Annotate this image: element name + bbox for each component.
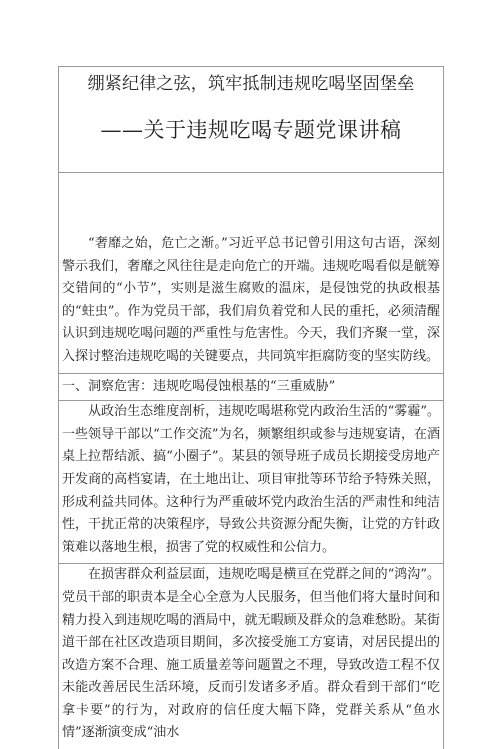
body-paragraph-2: 在损害群众利益层面，违规吃喝是横亘在党群之间的“鸿沟”。党员干部的职责本是全心全意为人民服务，但当他们将大量时间和精力投入到违规吃喝的酒局中，就无暇顾及群众的急难愁盼。某街道干部在社区改造项目期间，多次接受施工方宴请，对居民提出的改造方案不合理、施工质量差等问题置之不理，导致改造工程不仅未能改善居民生活环境，反而引发诸多矛盾。群众看到干部们“吃拿卡要”的行为，对政府的信任度大幅下降，党群关系从“鱼水情”逐渐演变成“油水 xyxy=(58,563,444,749)
intro-paragraph: “奢靡之始，危亡之渐。”习近平总书记曾引用这句古语，深刻警示我们，奢靡之风往往是走向危亡的开端。违规吃喝看似是觥筹交错间的“小节”，实则是滋生腐败的温床，是侵蚀党的执政根基的“蛀虫”。作为党员干部，我们肩负着党和人民的重托，必须清醒认识到违规吃喝问题的严重性与危害性。今天，我们齐聚一堂，深入探讨整治违规吃喝的关键要点，共同筑牢拒腐防变的坚实防线。 xyxy=(58,233,444,373)
document-header xyxy=(58,66,444,172)
header-spacer xyxy=(58,172,444,233)
document-title: 绷紧纪律之弦，筑牢抵制违规吃喝坚固堡垒 xyxy=(87,74,415,94)
section-heading: 一、洞察危害：违规吃喝侵蚀根基的“三重威胁” xyxy=(58,373,444,401)
document-page xyxy=(58,66,444,749)
document-subtitle: ——关于违规吃喝专题党课讲稿 xyxy=(100,118,402,142)
body-paragraph-1: 从政治生态维度剖析，违规吃喝堪称党内政治生活的“雾霾”。一些领导干部以“工作交流”为名，频繁组织或参与违规宴请，在酒桌上拉帮结派、搞“小圈子”。某县的领导班子成员长期接受房地产开发商的高档宴请，在土地出让、项目审批等环节给予特殊关照，形成利益共同体。这种行为严重破坏党内政治生活的严肃性和纯洁性，干扰正常的决策程序，导致公共资源分配失衡，让党的方针政策难以落地生根，损害了党的权威性和公信力。 xyxy=(58,400,444,563)
